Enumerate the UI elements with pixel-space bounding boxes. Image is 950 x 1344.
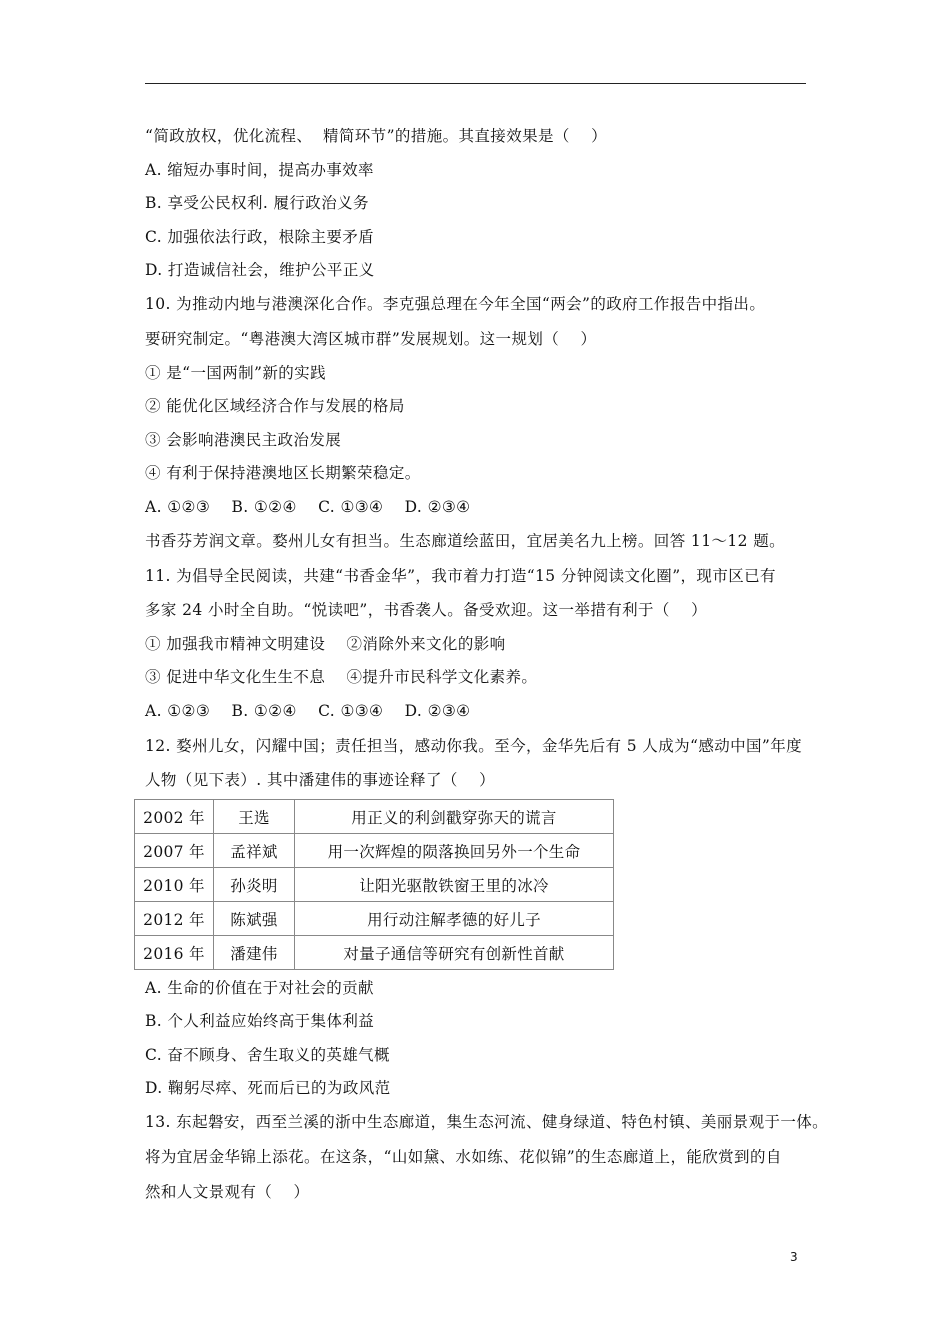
statement-4: ④ 有利于保持港澳地区长期繁荣稳定。 <box>145 464 421 482</box>
table-row <box>135 868 614 902</box>
page-number: 3 <box>790 1250 798 1264</box>
table-cell-year: 2012 年 <box>135 902 214 936</box>
question-10-options: A. ①②③ B. ①②④ C. ①③④ D. ②③④ <box>145 498 471 516</box>
statement-2: ② 能优化区域经济合作与发展的格局 <box>145 397 405 415</box>
header-rule <box>145 83 806 84</box>
figures-table <box>134 799 614 970</box>
question-13-stem-cont: 将为宜居金华锦上添花。在这条，“山如黛、水如练、花似锦”的生态廊道上，能欣赏到的自 <box>145 1148 782 1166</box>
option-b: B. 个人利益应始终高于集体利益 <box>145 1012 375 1030</box>
table-cell-year: 2007 年 <box>135 834 214 868</box>
question-11-options: A. ①②③ B. ①②④ C. ①③④ D. ②③④ <box>145 702 471 720</box>
question-10-stem: 10. 为推动内地与港澳深化合作。李克强总理在今年全国“两会”的政府工作报告中指出。 <box>145 295 766 313</box>
question-13-stem: 13. 东起磐安，西至兰溪的浙中生态廊道，集生态河流、健身绿道、特色村镇、美丽景观于一体。 <box>145 1113 829 1131</box>
statements-3-4: ③ 促进中华文化生生不息 ④提升市民科学文化素养。 <box>145 668 538 686</box>
table-cell-name: 陈斌强 <box>214 902 295 936</box>
question-12-stem-cont: 人物（见下表）. 其中潘建伟的事迹诠释了（ ） <box>145 771 495 789</box>
table-cell-year: 2010 年 <box>135 868 214 902</box>
option-a: A. 缩短办事时间，提高办事效率 <box>145 161 374 179</box>
table-cell-name: 孟祥斌 <box>214 834 295 868</box>
table-row <box>135 800 614 834</box>
table-cell-deed: 用一次辉煌的陨落换回另外一个生命 <box>295 834 614 868</box>
option-c: C. 加强依法行政，根除主要矛盾 <box>145 228 375 246</box>
option-c: C. 奋不顾身、舍生取义的英雄气概 <box>145 1046 390 1064</box>
table-cell-deed: 让阳光驱散铁窗王里的冰冷 <box>295 868 614 902</box>
question-10-stem-cont: 要研究制定。“粤港澳大湾区城市群”发展规划。这一规划（ ） <box>145 330 597 348</box>
question-9-stem: “简政放权，优化流程、 精简环节”的措施。其直接效果是（ ） <box>145 127 608 145</box>
table-row <box>135 902 614 936</box>
table-cell-deed: 用行动注解孝德的好儿子 <box>295 902 614 936</box>
question-11-stem: 11. 为倡导全民阅读，共建“书香金华”，我市着力打造“15 分钟阅读文化圈”，现市区已有 <box>145 567 776 585</box>
table-cell-name: 潘建伟 <box>214 936 295 970</box>
table-cell-name: 孙炎明 <box>214 868 295 902</box>
option-d: D. 打造诚信社会，维护公平正义 <box>145 261 375 279</box>
table-cell-year: 2016 年 <box>135 936 214 970</box>
table-row <box>135 936 614 970</box>
statement-1: ① 是“一国两制”新的实践 <box>145 364 326 382</box>
question-12-stem: 12. 婺州儿女，闪耀中国；责任担当，感动你我。至今，金华先后有 5 人成为“感动中国”年度 <box>145 737 803 755</box>
material-intro: 书香芬芳润文章。婺州儿女有担当。生态廊道绘蓝田，宜居美名九上榜。回答 11～12 题。 <box>145 532 786 550</box>
statement-3: ③ 会影响港澳民主政治发展 <box>145 431 342 449</box>
option-d: D. 鞠躬尽瘁、死而后已的为政风范 <box>145 1079 391 1097</box>
option-a: A. 生命的价值在于对社会的贡献 <box>145 979 374 997</box>
statements-1-2: ① 加强我市精神文明建设 ②消除外来文化的影响 <box>145 635 506 653</box>
table-cell-year: 2002 年 <box>135 800 214 834</box>
question-13-stem-end: 然和人文景观有（ ） <box>145 1183 310 1201</box>
table-cell-deed: 对量子通信等研究有创新性首献 <box>295 936 614 970</box>
option-b: B. 享受公民权利. 履行政治义务 <box>145 194 369 212</box>
question-11-stem-cont: 多家 24 小时全自助。“悦读吧”，书香袭人。备受欢迎。这一举措有利于（ ） <box>145 601 708 619</box>
table-cell-name: 王选 <box>214 800 295 834</box>
table-row <box>135 834 614 868</box>
table-cell-deed: 用正义的利剑戳穿弥天的谎言 <box>295 800 614 834</box>
